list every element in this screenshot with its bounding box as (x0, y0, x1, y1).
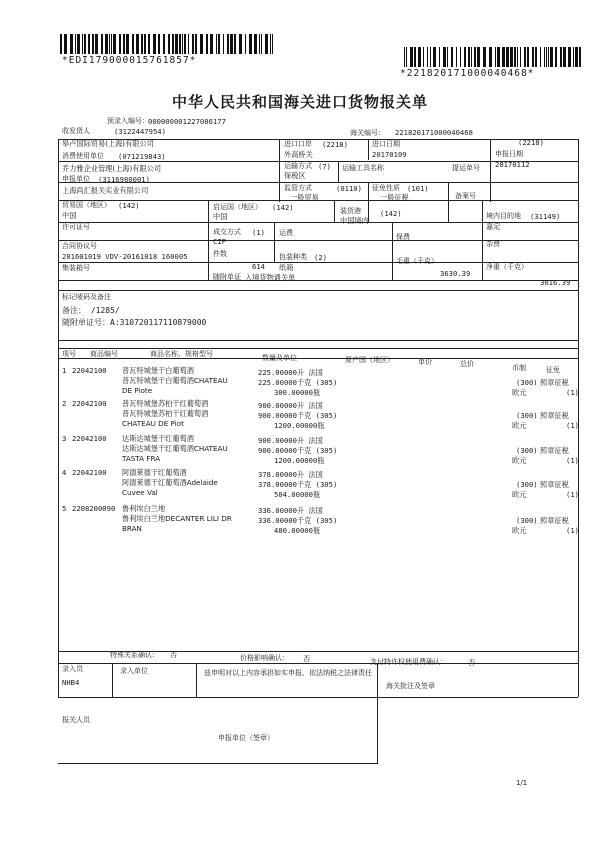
barcode-bar (70, 34, 73, 54)
trade-country-label: 贸易国（地区） (62, 201, 111, 209)
barcode-bar (502, 47, 505, 67)
item-qty-line: 480.00000瓶 (274, 526, 321, 535)
barcode-bar (489, 47, 492, 67)
entry-code: NHB4 (62, 678, 80, 687)
barcode-bar (555, 47, 557, 67)
barcode-bar (468, 47, 470, 67)
goods-header-country: 原产国（地区） (345, 356, 394, 364)
loading-port-label: 装货港 (340, 207, 361, 215)
goods-header-name: 商品名称、规格型号 (150, 350, 213, 358)
barcode-bar (144, 34, 146, 54)
barcode-bar (249, 34, 252, 54)
left-barcode-text: *EDI179000015761857* (62, 55, 197, 66)
barcode-bar (439, 47, 440, 67)
item-currency: 欧元 (512, 526, 527, 535)
import-date-value: 20170109 (372, 150, 407, 159)
barcode-bar (113, 34, 116, 54)
barcode-bar (430, 47, 431, 67)
customs-no-value: 221820171000040468 (395, 128, 473, 137)
barcode-bar (123, 34, 125, 54)
item-qty-line: 1200.00000瓶 (274, 421, 325, 430)
consumer-name: 乔力雅企业管理(上海)有限公司 (62, 164, 162, 173)
item-exempt-code: (1) (566, 421, 579, 430)
barcode-bar (506, 47, 509, 67)
item-currency-code: (300) (516, 411, 538, 420)
barcode-bar (148, 34, 150, 54)
license-label: 许可证号 (62, 223, 90, 231)
net-value: 3016.39 (540, 278, 571, 287)
item-qty-line: 225.00000千克 (305) (258, 378, 338, 387)
barcode-bar (158, 34, 160, 54)
barcode-bar (210, 34, 213, 54)
barcode-bar (126, 34, 129, 54)
item-exempt: 照章征税 (540, 480, 569, 489)
barcode-bar (261, 34, 262, 54)
item-name-line: CHATEAU DE Piot (122, 419, 184, 428)
item-no: 4 (62, 468, 67, 477)
item-exempt: 照章征税 (540, 446, 569, 455)
item-currency-code: (300) (516, 480, 538, 489)
barcode-bar (433, 47, 436, 67)
barcode-bar (517, 47, 518, 67)
item-name-line: 达斯达城堡干红葡萄酒 (122, 434, 194, 443)
item-name-line: 普瓦特城堡苏柏干红葡萄酒 (122, 409, 209, 418)
right-barcode-text: *221820171000040468* (400, 68, 535, 79)
item-name-line: 阿德莱德干红葡萄酒Adelaide (122, 478, 218, 487)
item-currency: 欧元 (512, 490, 527, 499)
barcode-bar (95, 34, 98, 54)
barcode-bar (218, 34, 220, 54)
item-no: 3 (62, 434, 67, 443)
special-relation-value: 否 (170, 651, 177, 659)
barcode-bar (423, 47, 424, 67)
goods-header-total: 总价 (460, 360, 474, 368)
transport-tool-label: 运输工具名称 (342, 164, 384, 172)
item-code: 2208200090 (72, 504, 116, 513)
barcode-bar (245, 34, 246, 54)
container-label: 集装箱号 (62, 264, 90, 272)
barcode-bar (192, 34, 194, 54)
barcode-bar (223, 34, 224, 54)
barcode-bar (132, 34, 134, 54)
entry-port-label: 进口口岸 (284, 140, 312, 148)
contract-value: 201601019 VDV-20161018 160005 (62, 252, 188, 261)
left-barcode (60, 34, 275, 54)
item-code: 22042100 (72, 434, 107, 443)
goods-header-qty: 数量及单位 (262, 354, 297, 362)
barcode-bar (265, 34, 268, 54)
package-label: 包装种类 (279, 253, 307, 261)
barcode-bar (270, 34, 271, 54)
barcode-bar (119, 34, 121, 54)
barcode-bar (88, 34, 90, 54)
barcode-bar (563, 47, 566, 67)
barcode-bar (520, 47, 521, 67)
barcode-bar (546, 47, 547, 67)
marks-remark: 备注： /1285/ (62, 306, 120, 315)
barcode-bar (216, 34, 217, 54)
barcode-bar (182, 34, 183, 54)
barcode-bar (471, 47, 472, 67)
barcode-bar (579, 47, 581, 67)
barcode-bar (573, 47, 574, 67)
barcode-bar (456, 47, 457, 67)
item-exempt-code: (1) (566, 388, 579, 397)
price-impact-label: 价格影响确认： (240, 654, 289, 662)
tax-nature-code: (101) (407, 184, 429, 193)
marks-label: 标记唛码及备注 (62, 293, 111, 301)
barcode-bar (410, 47, 413, 67)
item-name-line: 普瓦特城堡干白葡萄酒CHATEAU (122, 376, 228, 385)
declarant-name: 上海尚汇报关实业有限公司 (62, 186, 149, 195)
right-barcode (404, 47, 582, 67)
goods-header-exempt: 征免 (546, 366, 560, 374)
item-qty-line: 225.00000升 法国 (258, 368, 323, 377)
item-no: 2 (62, 399, 67, 408)
customs-approval-label: 海关批注及签章 (386, 682, 435, 690)
barcode-bar (82, 34, 83, 54)
barcode-bar (111, 34, 112, 54)
item-qty-line: 336.00000千克 (305) (258, 516, 338, 525)
item-qty-line: 1200.00000瓶 (274, 456, 325, 465)
package-code: (2) (314, 253, 327, 262)
preentry-value: 000000001227086177 (148, 117, 226, 126)
freight-label: 运费 (279, 229, 293, 237)
loading-port-value: 中国境内 (340, 216, 369, 225)
barcode-bar (560, 47, 562, 67)
item-code: 22042100 (72, 468, 107, 477)
deal-mode-value: CIF (213, 237, 226, 246)
entry-person-label: 录入员 (62, 665, 83, 673)
item-currency-code: (300) (516, 446, 538, 455)
net-label: 净重（千克） (486, 263, 528, 271)
item-currency: 欧元 (512, 388, 527, 397)
barcode-bar (239, 34, 242, 54)
barcode-bar (548, 47, 549, 67)
barcode-bar (524, 47, 526, 67)
barcode-bar (195, 34, 197, 54)
barcode-bar (414, 47, 416, 67)
barcode-bar (179, 34, 181, 54)
barcode-bar (60, 34, 62, 54)
item-qty-line: 900.00000升 法国 (258, 401, 323, 410)
barcode-bar (84, 34, 86, 54)
consignee-name: 皋卢国际贸易(上海)有限公司 (62, 139, 154, 148)
item-exempt-code: (1) (566, 456, 579, 465)
transport-mode-code: (7) (318, 162, 331, 171)
customs-no-code: (2218) (518, 138, 544, 147)
item-exempt-code: (1) (566, 490, 579, 499)
barcode-bar (575, 47, 578, 67)
barcode-bar (510, 47, 513, 67)
docs-value: 入境货物通关单 (245, 273, 296, 282)
marks-cert: 随附单证号：A:310720117110879000 (62, 318, 207, 327)
item-currency-code: (300) (516, 516, 538, 525)
barcode-bar (460, 47, 461, 67)
barcode-bar (404, 47, 405, 67)
declarant-label: 申报单位 (62, 175, 90, 183)
transport-mode-label: 运输方式 (284, 162, 312, 170)
barcode-bar (527, 47, 529, 67)
barcode-bar (406, 47, 407, 67)
item-currency: 欧元 (512, 421, 527, 430)
item-name-line: 达斯达城堡干红葡萄酒CHATEAU (122, 444, 228, 453)
barcode-bar (141, 34, 143, 54)
barcode-bar (230, 34, 233, 54)
tax-nature-value: 一般征税 (380, 193, 409, 202)
item-name-line: 鲁利埃白兰地DECANTER LILI DR (122, 514, 232, 523)
dest-code: (31149) (530, 212, 561, 221)
item-no: 5 (62, 504, 67, 513)
entry-unit-label: 录入单位 (120, 667, 148, 675)
barcode-bar (568, 47, 571, 67)
decl-person-label: 报关人员 (62, 716, 90, 724)
item-qty-line: 378.00000升 法国 (258, 470, 323, 479)
barcode-bar (109, 34, 110, 54)
barcode-bar (136, 34, 139, 54)
royalty-label: 支付特许权使用费确认： (370, 658, 447, 666)
trade-country-code: (142) (118, 201, 140, 210)
barcode-bar (550, 47, 553, 67)
customs-no-label: 海关编号： (350, 129, 385, 137)
barcode-bar (451, 47, 453, 67)
item-qty-line: 900.00000升 法国 (258, 436, 323, 445)
barcode-bar (540, 47, 541, 67)
preentry-label: 预录入编号： (107, 117, 149, 125)
barcode-bar (272, 34, 273, 54)
item-currency: 欧元 (512, 456, 527, 465)
barcode-bar (75, 34, 76, 54)
barcode-bar (184, 34, 186, 54)
entry-port-code: (2218) (322, 140, 348, 149)
origin-country-value: 中国 (213, 212, 228, 221)
barcode-bar (532, 47, 534, 67)
dest-label: 境内目的地 (486, 212, 521, 220)
decl-date-label: 申报日期 (495, 150, 523, 158)
deal-mode-label: 成交方式 (213, 228, 241, 236)
goods-header-code: 商品编号 (90, 350, 118, 358)
barcode-bar (535, 47, 537, 67)
barcode-bar (234, 34, 236, 54)
barcode-bar (175, 34, 178, 54)
item-name-line: Cuvee Val (122, 488, 158, 497)
item-no: 1 (62, 366, 67, 375)
barcode-bar (200, 34, 203, 54)
item-qty-line: 336.00000升 法国 (258, 506, 323, 515)
item-exempt: 照章征税 (540, 378, 569, 387)
barcode-bar (153, 34, 156, 54)
item-name-line: 普瓦特城堡干白葡萄酒 (122, 366, 194, 375)
supervision-code: (0110) (336, 184, 362, 193)
special-relation-label: 特殊关系确认： (110, 651, 159, 659)
consumer-code: (071219843) (118, 152, 166, 161)
goods-header-currency: 币制 (512, 364, 526, 372)
contract-label: 合同协议号 (62, 242, 97, 250)
item-qty-line: 378.00000千克 (305) (258, 480, 338, 489)
barcode-bar (514, 47, 516, 67)
barcode-bar (101, 34, 103, 54)
barcode-bar (495, 47, 496, 67)
record-no-label: 备案号 (455, 192, 476, 200)
barcode-bar (418, 47, 421, 67)
declarant-code: (3116980001) (98, 175, 150, 184)
barcode-bar (227, 34, 229, 54)
misc-label: 杂费 (486, 240, 500, 248)
barcode-bar (163, 34, 165, 54)
barcode-bar (544, 47, 545, 67)
item-exempt: 照章征税 (540, 411, 569, 420)
transport-mode-value: 保税区 (284, 171, 306, 180)
barcode-bar (206, 34, 208, 54)
item-code: 22042100 (72, 366, 107, 375)
item-code: 22042100 (72, 399, 107, 408)
item-name-line: DE Piote (122, 386, 153, 395)
goods-header-unit-price: 单价 (418, 358, 432, 366)
bill-no-label: 提运单号 (452, 164, 480, 172)
import-date-label: 进口日期 (372, 140, 400, 148)
decl-unit-sign-label: 申报单位（签章） (218, 734, 274, 742)
loading-port-code: (142) (380, 209, 402, 218)
item-qty-line: 504.00000瓶 (274, 490, 321, 499)
legal-statement: 兹申明对以上内容承担如实申报、依法纳税之法律责任 (204, 669, 372, 677)
barcode-bar (464, 47, 466, 67)
item-qty-line: 900.00000千克 (305) (258, 411, 338, 420)
item-qty-line: 300.00000瓶 (274, 388, 321, 397)
barcode-bar (92, 34, 94, 54)
barcode-bar (105, 34, 108, 54)
barcode-bar (497, 47, 500, 67)
item-name-line: TASTA FRA (122, 454, 161, 463)
form-title: 中华人民共和国海关进口货物报关单 (171, 93, 428, 111)
dest-value: 嘉定 (486, 222, 501, 231)
item-name-line: 普瓦特城堡苏柏干红葡萄酒 (122, 399, 209, 408)
insurance-label: 保费 (396, 233, 410, 241)
price-impact-value: 否 (303, 655, 310, 663)
barcode-bar (172, 34, 174, 54)
supervision-label: 监管方式 (284, 184, 312, 192)
item-exempt: 照章征税 (540, 516, 569, 525)
package-value: 纸箱 (279, 263, 294, 272)
barcode-bar (483, 47, 486, 67)
decl-date-value: 20170112 (495, 160, 530, 169)
item-name-line: 鲁利埃白兰地 (122, 504, 166, 513)
barcode-bar (447, 47, 448, 67)
item-currency-code: (300) (516, 378, 538, 387)
pieces-label: 件数 (213, 250, 227, 258)
barcode-bar (427, 47, 428, 67)
docs-label: 随附单证 (213, 273, 241, 281)
item-name-line: 阿德莱德干红葡萄酒 (122, 468, 187, 477)
item-exempt-code: (1) (566, 526, 579, 535)
gross-label: 毛重（千克） (396, 257, 438, 265)
consignee-label: 收发货人 (62, 127, 90, 135)
barcode-bar (254, 34, 257, 54)
deal-mode-code: (1) (252, 228, 265, 237)
barcode-bar (443, 47, 446, 67)
item-name-line: BRAN (122, 524, 142, 533)
barcode-bar (477, 47, 480, 67)
tax-nature-label: 征免性质 (372, 184, 400, 192)
consumer-label: 消费使用单位 (62, 152, 104, 160)
goods-header-no: 项号 (62, 350, 76, 358)
barcode-bar (64, 34, 67, 54)
supervision-value: 一般贸易 (290, 193, 319, 202)
page-number: 1/1 (516, 779, 528, 787)
origin-country-label: 启运国（地区） (213, 203, 262, 211)
gross-value: 3630.39 (440, 269, 471, 278)
barcode-bar (77, 34, 80, 54)
origin-country-code: (142) (272, 203, 294, 212)
barcode-bar (188, 34, 189, 54)
barcode-bar (474, 47, 476, 67)
royalty-value: 否 (468, 659, 475, 667)
trade-country-value: 中国 (62, 211, 77, 220)
consignee-code: (3122447954) (114, 127, 166, 136)
pieces-value: 614 (252, 262, 265, 271)
item-qty-line: 900.00000千克 (305) (258, 446, 338, 455)
barcode-bar (259, 34, 260, 54)
barcode-bar (168, 34, 170, 54)
entry-port-value: 外高桥关 (284, 150, 313, 159)
